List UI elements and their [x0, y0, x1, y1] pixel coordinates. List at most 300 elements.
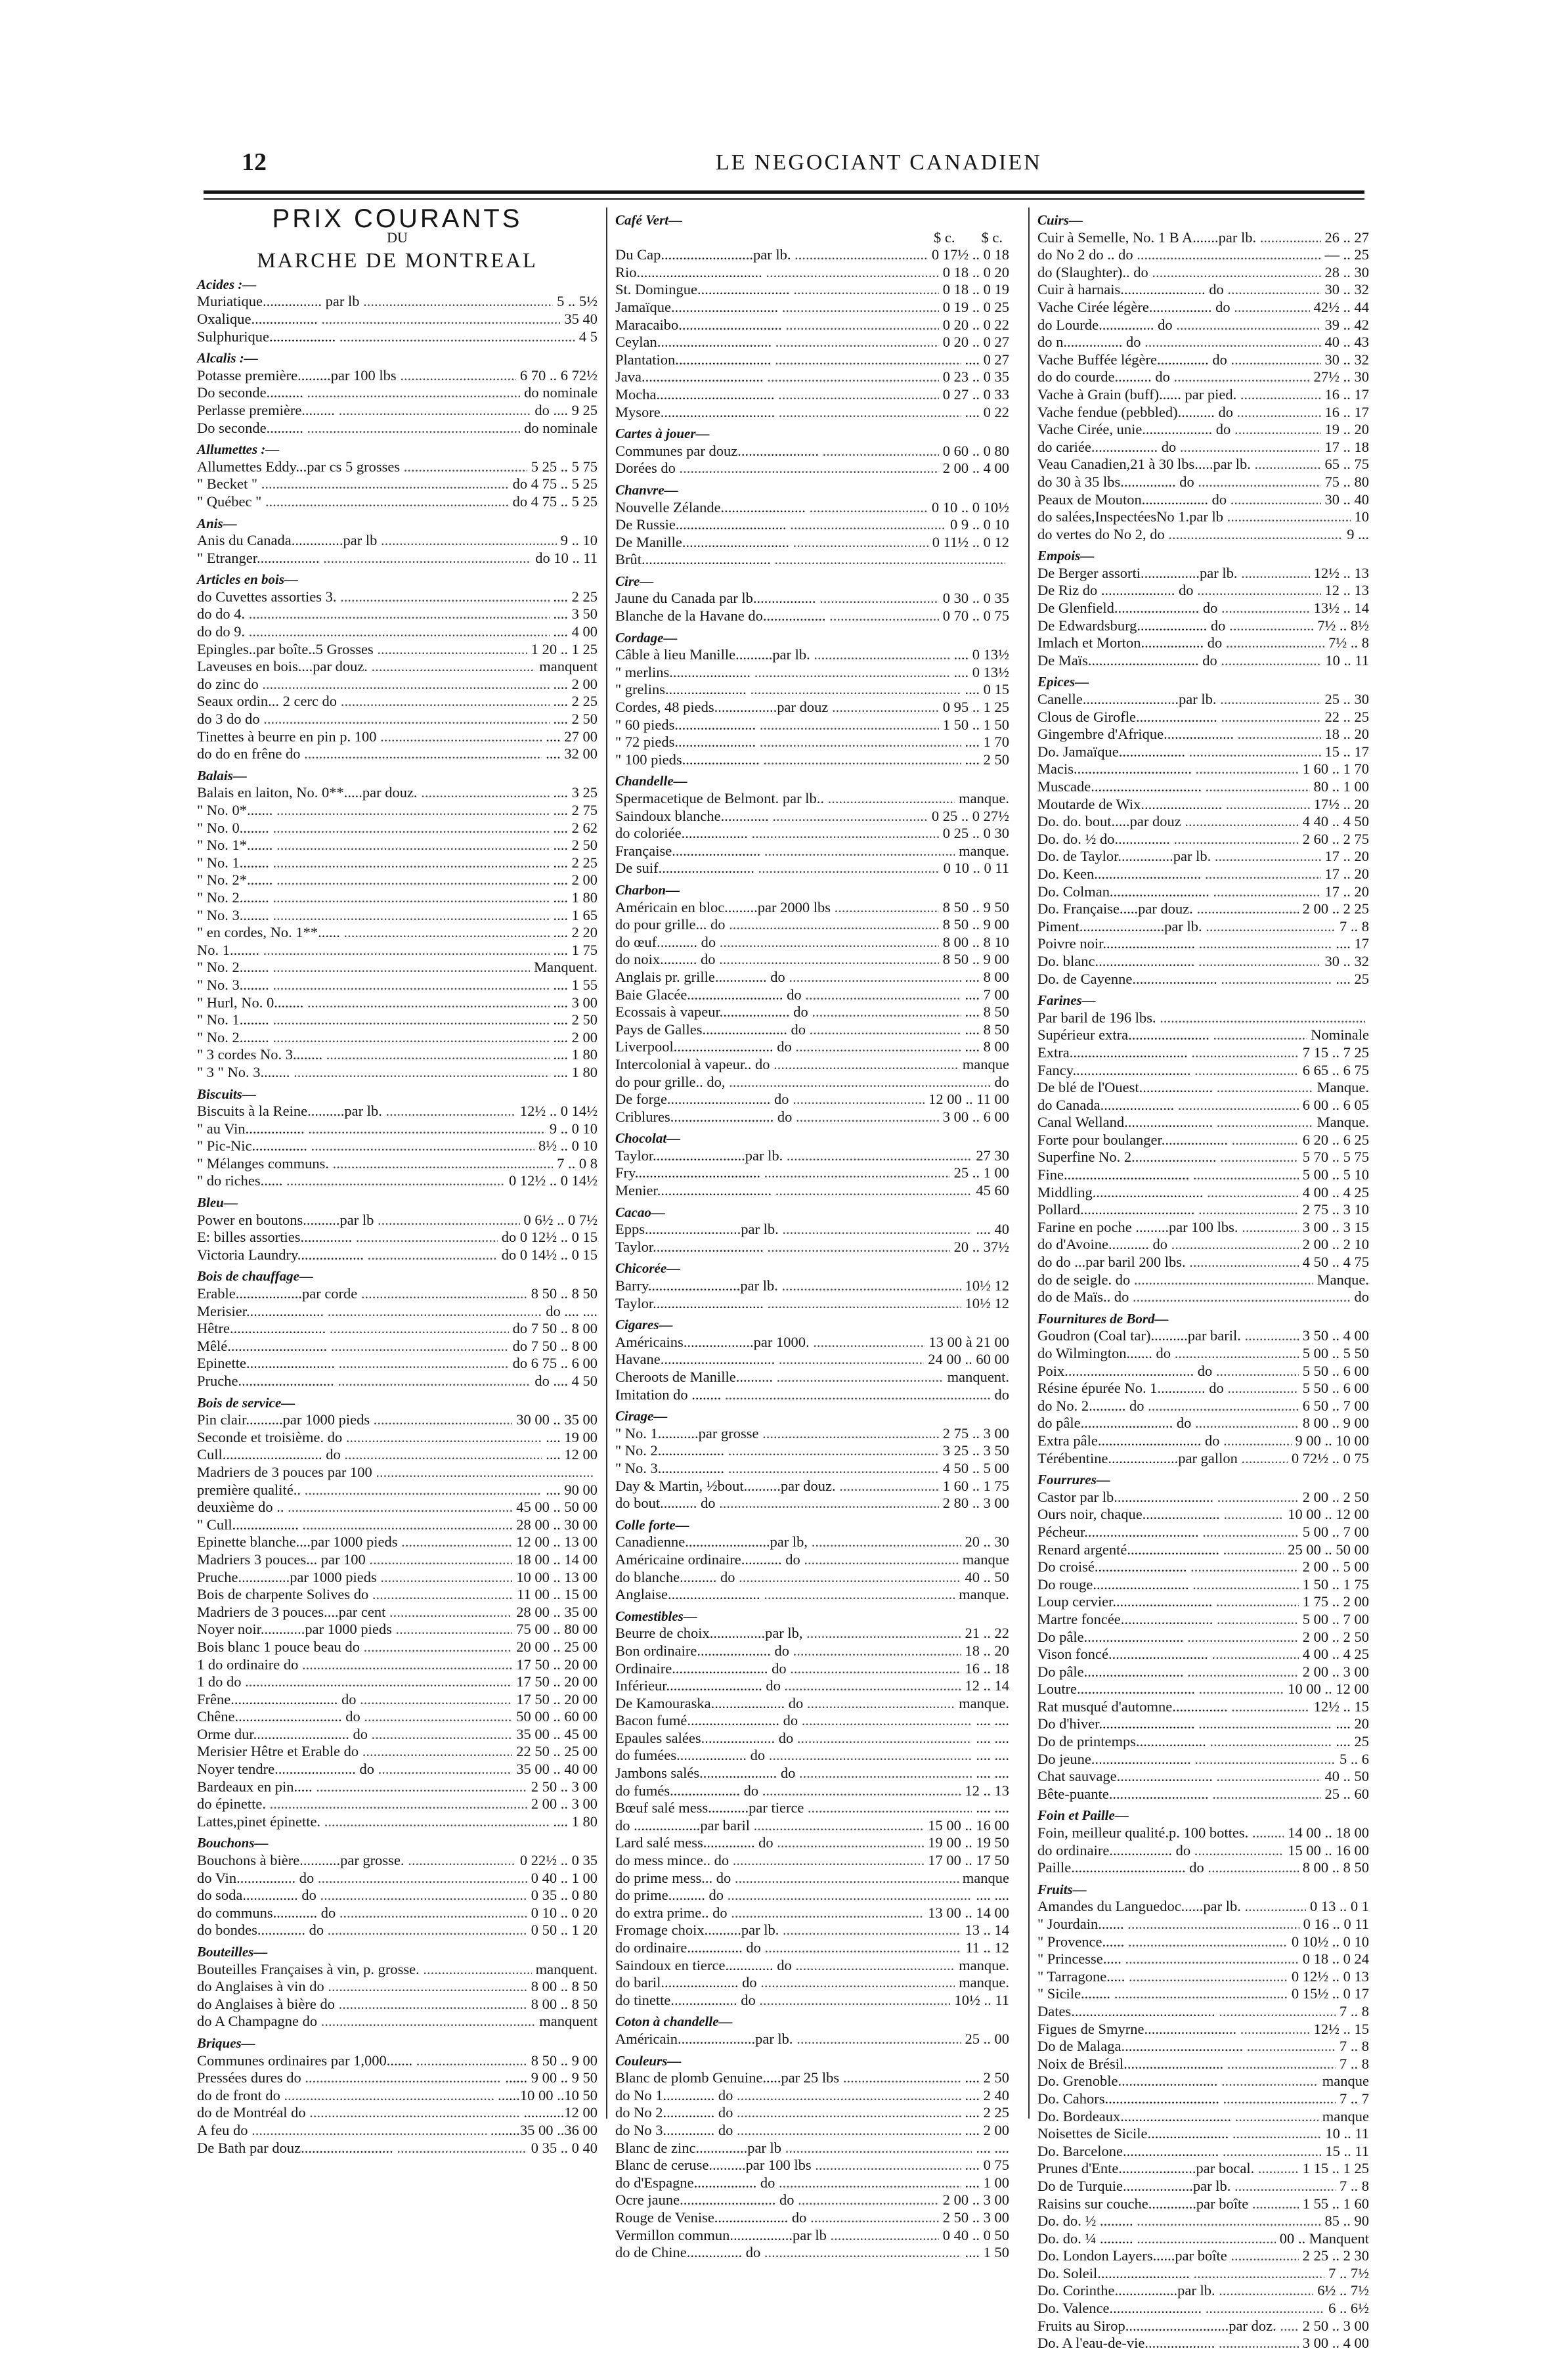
item-label: Castor par lb........................... ..... — [1037, 1489, 1299, 1507]
price-line — [1037, 1044, 1369, 1062]
item-label: De blé de l'Ouest.................... ..... — [1037, 1079, 1313, 1097]
item-label: Pays de Galles....................... do ..... — [615, 1021, 961, 1039]
price-line — [197, 1303, 598, 1321]
item-label: Middling.............................. ..... — [1037, 1184, 1299, 1202]
price-section — [1037, 211, 1369, 543]
price-line — [1037, 1166, 1369, 1184]
item-price: 50 00 .. 60 00 — [516, 1708, 598, 1725]
item-label: do de Montréal do ..... — [197, 2104, 520, 2122]
price-line — [1037, 1768, 1369, 1786]
price-line — [615, 1442, 1009, 1460]
item-label: do cariée.................. do ..... — [1037, 439, 1321, 456]
price-line — [1037, 1026, 1369, 1044]
item-label: Muscade.............................. ..... — [1037, 778, 1310, 796]
item-label: do de Maïs.. do ..... — [1037, 1288, 1351, 1306]
item-price: do .... 9 25 — [534, 401, 598, 418]
item-label: do noix.......... do ..... — [615, 951, 939, 969]
item-label: Peaux de Mouton.................. do ..... — [1037, 491, 1321, 509]
item-price: 8 50 .. 9 50 — [942, 898, 1009, 915]
item-label: Bois blanc 1 pouce beau do ..... — [197, 1639, 512, 1656]
item-label: De Riz do .................... do ..... — [1037, 582, 1321, 600]
price-line — [197, 1229, 598, 1246]
price-line — [197, 1691, 598, 1709]
item-price: 4 50 .. 4 75 — [1302, 1254, 1369, 1271]
item-label: Gingembre d'Afrique................... ..... — [1037, 726, 1321, 743]
price-line — [1037, 2143, 1369, 2161]
item-price: .... 2 25 — [965, 2104, 1009, 2121]
item-label: " Etranger................. ..... — [197, 550, 531, 567]
price-line — [1037, 2265, 1369, 2283]
price-line — [1037, 351, 1369, 369]
item-label: Do pâle........................... ..... — [1037, 1629, 1299, 1646]
column-divider — [1028, 208, 1030, 2119]
item-label: Epinette........................ ..... — [197, 1355, 509, 1373]
item-label: Sulphurique.................. ..... — [197, 328, 575, 346]
item-price: 2 00 .. 2 50 — [1302, 1628, 1369, 1645]
item-label: Do jeune........................... ..... — [1037, 1751, 1336, 1769]
item-label: Canadienne.......................par lb, ..... — [615, 1533, 961, 1551]
price-line — [615, 2122, 1009, 2140]
price-line — [1037, 796, 1369, 814]
item-label: Pin clair..........par 1000 pieds ..... — [197, 1411, 512, 1429]
price-line — [197, 1996, 598, 2014]
item-price: do — [994, 1386, 1009, 1403]
price-line — [615, 246, 1009, 264]
item-label: " merlins...................... ..... — [615, 664, 950, 682]
item-price: do 7 50 .. 8 00 — [512, 1337, 598, 1354]
item-label: Epingles..par boîte..5 Grosses ..... — [197, 641, 527, 659]
item-label: do fumés................... do ..... — [615, 1782, 961, 1800]
price-line — [615, 2174, 1009, 2192]
item-price: 39 .. 42 — [1324, 316, 1369, 333]
section-heading: Bois de chauffage— — [197, 1268, 313, 1285]
price-line — [1037, 2160, 1369, 2178]
item-price: 0 10 .. 0 11 — [943, 860, 1009, 877]
price-line — [615, 969, 1009, 986]
item-label: Rio.................................. ..... — [615, 264, 939, 282]
item-label: " Hurl, No. 0........ ..... — [197, 994, 550, 1012]
price-line — [197, 1355, 598, 1373]
item-price: 19 00 .. 19 50 — [928, 1834, 1009, 1851]
item-label: " No. 3.................. ..... — [615, 1460, 939, 1478]
item-price: .... .... — [976, 1799, 1009, 1816]
price-line — [1037, 456, 1369, 473]
item-price: 12 00 .. 11 00 — [928, 1091, 1009, 1108]
price-line — [197, 293, 598, 311]
price-line — [615, 860, 1009, 877]
item-price: 1 20 .. 1 25 — [531, 640, 598, 657]
prices-subtitle-du: DU — [387, 229, 408, 246]
price-line — [197, 693, 598, 711]
price-section — [1037, 1881, 1369, 2352]
item-price: .... 7 00 — [965, 986, 1009, 1003]
item-label: " Provence...... ..... — [1037, 1933, 1288, 1951]
item-price: do 7 50 .. 8 00 — [512, 1320, 598, 1337]
price-line — [615, 1495, 1009, 1512]
price-line — [1037, 2212, 1369, 2230]
item-label: Bardeaux en pin..... ..... — [197, 1778, 527, 1796]
section-heading: Briques— — [197, 2035, 255, 2051]
price-line — [615, 1852, 1009, 1870]
item-price: .... 1 70 — [965, 734, 1009, 751]
item-price: .... 0 27 — [965, 351, 1009, 368]
item-label: do Anglaises à bière do ..... — [197, 1996, 527, 2014]
price-line — [615, 2244, 1009, 2262]
price-line — [615, 1074, 1009, 1091]
price-line — [615, 1551, 1009, 1569]
item-label: Résine épurée No. 1............. do ..... — [1037, 1380, 1299, 1398]
item-price: Manque. — [1317, 1079, 1369, 1096]
price-section — [615, 425, 1009, 477]
item-price: 13 .. 14 — [965, 1922, 1009, 1939]
price-line — [197, 1137, 598, 1155]
item-price: 0 10½ .. 0 10 — [1291, 1933, 1369, 1950]
item-price: 25 00 .. 50 00 — [1288, 1541, 1369, 1558]
item-label: Poivre noir......................... ..... — [1037, 935, 1332, 953]
price-line — [615, 1478, 1009, 1495]
item-price: 17 .. 18 — [1324, 438, 1369, 455]
item-price: 0 10 .. 0 20 — [531, 1904, 598, 1921]
item-label: Anglais pr. grille.............. do ..... — [615, 969, 961, 986]
item-price: 7 .. 8 — [1339, 2002, 1369, 2019]
price-line — [1037, 1363, 1369, 1380]
item-label: Bois de charpente Solives do ..... — [197, 1586, 513, 1604]
item-label: Jaune du Canada par lb................. ..... — [615, 590, 939, 607]
item-label: Mêlé........................... ..... — [197, 1338, 509, 1355]
item-label: Anglaise......................... ..... — [615, 1586, 955, 1604]
item-label: Do. blanc........................... ..... — [1037, 953, 1321, 971]
price-line — [1037, 1898, 1369, 1916]
item-price: 7 .. 8 — [1339, 917, 1369, 935]
item-price: 0 60 .. 0 80 — [942, 442, 1009, 459]
price-line — [1037, 264, 1369, 282]
price-line — [1037, 334, 1369, 351]
item-label: Seaux ordin... 2 cerc do ..... — [197, 693, 550, 711]
item-price: manque — [1322, 2107, 1369, 2124]
price-line — [1037, 439, 1369, 456]
item-price: 12 .. 14 — [965, 1677, 1009, 1694]
item-price: 40 .. 43 — [1324, 334, 1369, 351]
item-price: 8 00 .. 8 50 — [531, 1978, 598, 1995]
price-line — [615, 1586, 1009, 1604]
price-section — [1037, 1310, 1369, 1467]
item-label: " No. 0*....... ..... — [197, 802, 550, 820]
price-line — [197, 1411, 598, 1429]
item-price: 5 70 .. 5 75 — [1302, 1149, 1369, 1166]
price-line — [1037, 1859, 1369, 1877]
item-label: Pécheur............................... ..... — [1037, 1524, 1299, 1541]
item-label: Noyer noir............par 1000 pieds ..... — [197, 1621, 512, 1639]
item-price: 11 .. 12 — [965, 1939, 1009, 1956]
item-price: 3 25 .. 3 50 — [942, 1442, 1009, 1459]
item-price: 25 .. 60 — [1324, 1785, 1369, 1802]
item-label: Liverpool........................... do ..... — [615, 1038, 961, 1056]
item-price — [594, 1464, 598, 1482]
price-section — [1037, 1471, 1369, 1803]
section-heading: Cartes à jouer— — [615, 426, 710, 442]
price-line — [615, 934, 1009, 952]
item-price: 2 00 .. 4 00 — [942, 460, 1009, 477]
item-label: Do rouge.......................... ..... — [1037, 1576, 1299, 1594]
section-heading: Alcalis :— — [197, 350, 258, 366]
price-line — [1037, 2195, 1369, 2213]
item-label: " Princesse..... ..... — [1037, 1950, 1299, 1968]
price-line — [197, 1795, 598, 1813]
item-label: Vache fendue (pebbled).......... do ..... — [1037, 404, 1321, 422]
price-line — [615, 734, 1009, 751]
price-line — [1037, 709, 1369, 726]
price-line — [1037, 508, 1369, 526]
price-line — [197, 1285, 598, 1303]
item-label: " No. 2........ ..... — [197, 959, 530, 977]
item-price: .... 1 65 — [553, 906, 598, 923]
price-section — [1037, 1807, 1369, 1876]
item-price: — .. 25 — [1324, 246, 1369, 263]
price-line — [197, 623, 598, 641]
item-label: Amandes du Languedoc......par lb. ..... — [1037, 1898, 1306, 1916]
item-price: 4 40 .. 4 50 — [1302, 813, 1369, 830]
price-line — [1037, 1541, 1369, 1559]
item-label: Communes par douz...................... ..... — [615, 443, 939, 460]
item-label: " No. 2........ ..... — [197, 889, 550, 907]
item-label: Perlasse première......... ..... — [197, 402, 531, 420]
item-price: 0 25 .. 0 30 — [942, 825, 1009, 842]
price-line — [197, 2087, 598, 2105]
price-line — [1037, 652, 1369, 670]
item-label: De Manille............................. ..... — [615, 534, 928, 552]
column-2-listings — [615, 211, 1009, 2262]
price-section — [615, 2052, 1009, 2262]
price-line — [615, 2157, 1009, 2174]
price-line — [197, 1922, 598, 1939]
item-price: 0 20 .. 0 22 — [942, 316, 1009, 333]
item-price: .... 17 — [1336, 935, 1369, 952]
price-line — [1037, 1114, 1369, 1132]
item-label: Bœuf salé mess...........par tierce ..... — [615, 1799, 972, 1817]
item-price: .... 8 00 — [965, 968, 1009, 985]
item-price: 30 .. 40 — [1324, 491, 1369, 508]
item-price: 0 23 .. 0 35 — [942, 368, 1009, 385]
item-label: do pâle......................... do ..... — [1037, 1415, 1299, 1432]
item-label: " Becket " ..... — [197, 475, 509, 493]
section-heading: Couleurs— — [615, 2052, 682, 2069]
item-price: Manque. — [1317, 1271, 1369, 1288]
item-price: 10 00 .. 12 00 — [1288, 1681, 1369, 1698]
item-label: do 3 do do ..... — [197, 711, 550, 728]
item-label: " do riches...... ..... — [197, 1172, 505, 1190]
price-line — [615, 460, 1009, 477]
price-line — [615, 1533, 1009, 1551]
item-price: 2 80 .. 3 00 — [942, 1495, 1009, 1512]
item-label: Menier............................... ..... — [615, 1182, 972, 1200]
price-section — [615, 1516, 1009, 1604]
item-price: 11 00 .. 15 00 — [517, 1586, 598, 1603]
item-price: 40 .. 50 — [1324, 1768, 1369, 1785]
column-3 — [1037, 208, 1369, 2355]
item-label: " 3 cordes No. 3........ ..... — [197, 1046, 550, 1064]
item-label: Cordes, 48 pieds.................par douz ..... — [615, 699, 939, 716]
item-label: Cuir à Semelle, No. 1 B A.......par lb. ..... — [1037, 229, 1321, 247]
price-line — [1037, 600, 1369, 617]
section-heading: Fourrures— — [1037, 1472, 1110, 1488]
item-price: 0 17½ .. 0 18 — [931, 246, 1009, 263]
price-line — [615, 1992, 1009, 2010]
item-price: 30 .. 32 — [1324, 281, 1369, 298]
price-line — [197, 1320, 598, 1338]
price-line — [1037, 1254, 1369, 1271]
price-line — [615, 1904, 1009, 1922]
item-price: 0 30 .. 0 35 — [942, 590, 1009, 607]
item-price: do — [1354, 1288, 1369, 1306]
price-line — [615, 1695, 1009, 1713]
price-line — [1037, 473, 1369, 491]
item-price: 2 75 .. 3 10 — [1302, 1201, 1369, 1218]
price-line — [197, 1103, 598, 1120]
price-line — [1037, 1916, 1369, 1933]
item-price: 10 00 .. 13 00 — [516, 1568, 598, 1585]
item-label: Extra pâle............................ do ..... — [1037, 1432, 1292, 1450]
price-line — [615, 716, 1009, 734]
item-label: Do. Soleil......................... ..... — [1037, 2265, 1324, 2283]
item-label: Renard argenté......................... ..... — [1037, 1541, 1284, 1559]
item-label: " Pic-Nic............... ..... — [197, 1137, 534, 1155]
item-price: 0 18 .. 0 20 — [942, 263, 1009, 280]
item-price: .... 12 00 — [546, 1446, 598, 1463]
price-line — [197, 1586, 598, 1604]
price-section — [615, 629, 1009, 769]
item-label: do de front do ..... — [197, 2087, 494, 2105]
item-label: Vache Buffée légère.............. do ..... — [1037, 351, 1321, 369]
item-price: .... 3 50 — [553, 605, 598, 623]
item-price: 10½ 12 — [965, 1294, 1009, 1311]
item-label: Inférieur.......................... do ..... — [615, 1677, 961, 1695]
item-label: " Mélanges communs. ..... — [197, 1155, 553, 1173]
item-label: Madriers de 3 pouces par 100 ..... — [197, 1464, 594, 1482]
price-line — [615, 664, 1009, 682]
item-label: Baie Glacée.......................... do ..... — [615, 986, 961, 1004]
item-price: 0 40 .. 0 50 — [942, 2226, 1009, 2243]
price-line — [615, 264, 1009, 282]
item-label: do salées,InspectéesNo 1.par lb ..... — [1037, 508, 1351, 526]
price-line — [615, 790, 1009, 808]
item-price: 18 .. 20 — [965, 1642, 1009, 1659]
item-label: Allumettes Eddy...par cs 5 grosses ..... — [197, 458, 527, 476]
price-line — [615, 299, 1009, 317]
price-line — [615, 751, 1009, 769]
price-line — [197, 837, 598, 854]
price-line — [1037, 1327, 1369, 1345]
price-line — [615, 1870, 1009, 1887]
item-label: Goudron (Coal tar)..........par baril. ..... — [1037, 1327, 1299, 1345]
item-price: 7 15 .. 7 25 — [1302, 1044, 1369, 1061]
item-label: Superfine No. 2....................... ..... — [1037, 1149, 1299, 1166]
column-3-listings — [1037, 211, 1369, 2352]
item-price: 0 27 .. 0 33 — [942, 385, 1009, 403]
item-label: Figues de Smyrne......................... ..... — [1037, 2021, 1310, 2038]
item-price — [1365, 1009, 1369, 1027]
item-label: " No. 1........ ..... — [197, 1011, 550, 1029]
item-label: " Québec " ..... — [197, 493, 509, 511]
price-line — [197, 1516, 598, 1534]
item-price: .... 0 75 — [965, 2157, 1009, 2174]
price-line — [615, 1730, 1009, 1748]
item-label: Forte pour boulanger.................. ..... — [1037, 1132, 1299, 1149]
item-price: manque. — [959, 1586, 1009, 1603]
item-label: De forge............................ do ..... — [615, 1091, 925, 1109]
item-label: " No. 2........ ..... — [197, 1029, 550, 1047]
item-label: Spermacetique de Belmont. par lb.. ..... — [615, 790, 955, 808]
price-line — [1037, 2108, 1369, 2126]
item-price: 2 50 .. 3 00 — [942, 2209, 1009, 2226]
price-line — [1037, 2090, 1369, 2108]
price-line — [197, 802, 598, 820]
item-price: 5 00 .. 7 00 — [1302, 1610, 1369, 1627]
item-label: Vache Cirée légère................. do ..... — [1037, 299, 1310, 317]
price-line — [615, 590, 1009, 607]
item-price: 4 50 .. 5 00 — [942, 1459, 1009, 1476]
item-price: .... 2 00 — [553, 1028, 598, 1045]
item-label: Vache Cirée, unie................... do ..... — [1037, 421, 1321, 439]
price-line — [197, 658, 598, 676]
item-label: Mysore............................... ..... — [615, 404, 961, 422]
item-price: 45 60 — [976, 1182, 1009, 1199]
item-price — [1005, 551, 1009, 569]
price-line — [197, 475, 598, 493]
price-line — [197, 588, 598, 606]
price-line — [197, 328, 598, 346]
item-price: 0 16 .. 0 11 — [1303, 1916, 1369, 1932]
item-price: 22 50 .. 25 00 — [516, 1743, 598, 1760]
item-price: 12 .. 13 — [1324, 582, 1369, 599]
item-price: 2 60 .. 2 75 — [1302, 830, 1369, 847]
price-line — [615, 1351, 1009, 1369]
item-label: " Sicile........ ..... — [1037, 1985, 1288, 2003]
price-line — [197, 1212, 598, 1229]
price-line — [1037, 971, 1369, 988]
section-heading: Chocolat— — [615, 1130, 681, 1147]
item-label: De Edwardsburg................... do ..... — [1037, 617, 1313, 635]
item-label: do bout.......... do ..... — [615, 1495, 939, 1512]
price-line — [197, 820, 598, 837]
price-line — [1037, 935, 1369, 953]
item-price: .... 8 50 — [965, 1021, 1009, 1038]
item-price: .... 1 55 — [553, 976, 598, 993]
item-price: 0 40 .. 1 00 — [531, 1869, 598, 1886]
item-label: Balais en laiton, No. 0**.....par douz. ..... — [197, 784, 550, 802]
item-price: 13½ .. 14 — [1313, 600, 1369, 617]
price-section — [615, 1204, 1009, 1256]
item-price: 0 13 .. 0 1 — [1310, 1898, 1369, 1915]
price-line — [1037, 2073, 1369, 2090]
page-number: 12 — [242, 148, 267, 176]
item-label: Do. A l'eau-de-vie................... ..... — [1037, 2335, 1299, 2352]
section-heading: Cacao— — [615, 1204, 665, 1220]
item-label: Bon ordinaire.................... do ..... — [615, 1642, 961, 1660]
item-label: Taylor.........................par lb. ..... — [615, 1147, 972, 1165]
price-line — [615, 1056, 1009, 1074]
price-line — [1037, 229, 1369, 247]
price-line — [197, 871, 598, 889]
price-section — [615, 772, 1009, 877]
price-line — [1037, 1968, 1369, 1986]
item-label: Par baril de 196 lbs. ..... — [1037, 1009, 1365, 1027]
item-price: 7½ .. 8½ — [1317, 617, 1369, 634]
item-price: 8 00 .. 9 00 — [1302, 1415, 1369, 1432]
price-line — [615, 2227, 1009, 2245]
price-line — [1037, 848, 1369, 866]
item-price: 16 .. 17 — [1324, 385, 1369, 403]
item-label: " No. 2.................. ..... — [615, 1442, 939, 1460]
